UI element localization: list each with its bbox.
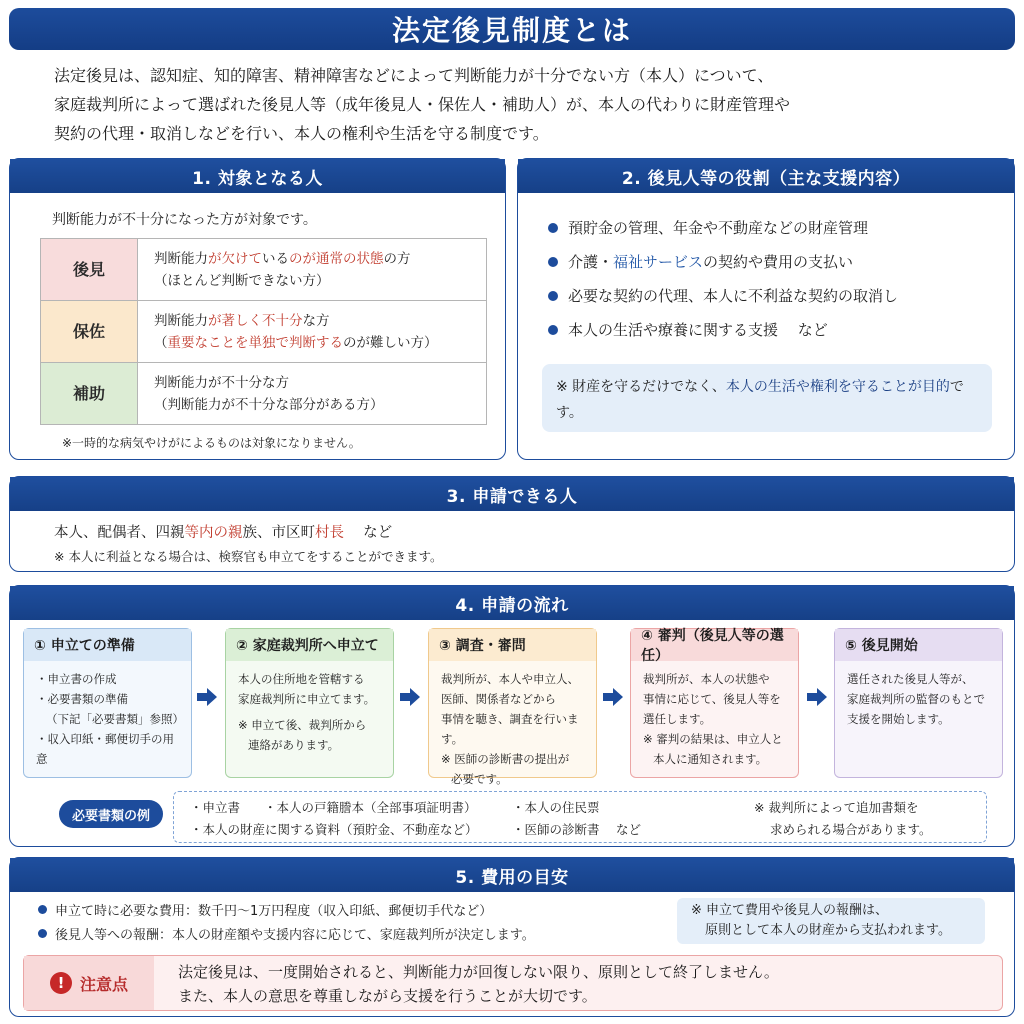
section-costs: [9, 857, 1015, 1017]
bullet-icon: [38, 929, 47, 938]
step-line: ※ 医師の診断書の提出が: [441, 752, 570, 766]
title-bar: [9, 8, 1015, 50]
step-line: 選任します。: [643, 712, 712, 726]
page-title: 法定後見制度とは: [391, 14, 632, 47]
text-segment: 本人の生活や療養に関する支援 など: [568, 321, 828, 339]
doc-item: ・医師の診断書 など: [512, 822, 641, 837]
arrow-right-icon: [602, 686, 624, 708]
step-title: ④ 審判（後見人等の選任）: [631, 629, 798, 661]
step-line: 家庭裁判所に申立てます。: [238, 692, 376, 706]
step-line: 本人の住所地を管轄する: [238, 672, 365, 686]
section-lead: 判断能力が不十分になった方が対象です。: [52, 212, 317, 228]
flow-step-preparation: [23, 628, 192, 778]
list-item: [548, 279, 898, 313]
intro-line: 法定後見は、認知症、知的障害、精神障害などによって判断能力が十分でない方（本人）について、: [54, 66, 774, 85]
text-segment: 本人の生活や権利を守ることが目的: [725, 379, 950, 395]
bullet-icon: [548, 325, 558, 335]
step-body: [24, 661, 191, 769]
step-line: 裁判所が、本人や申立人、: [441, 672, 579, 686]
applicant-note: ※ 本人に利益となる場合は、検察官も申立てをすることができます。: [54, 549, 443, 564]
doc-item: ・本人の住民票: [512, 800, 600, 815]
step-line: ※ 審判の結果は、申立人と: [643, 732, 783, 746]
step-title: ② 家庭裁判所へ申立て: [226, 629, 393, 661]
desc-line: [154, 248, 486, 270]
type-description: [138, 363, 487, 425]
arrow-right-icon: [806, 686, 828, 708]
intro-line: 契約の代理・取消しなどを行い、本人の権利や生活を守る制度です。: [54, 124, 549, 143]
step-line: 事情を聴き、調査を行います。: [441, 712, 579, 746]
step-body: [429, 661, 596, 789]
text-segment: 等内の親: [184, 525, 243, 541]
section-application-flow: [9, 585, 1015, 847]
flow-step-investigation: [428, 628, 597, 786]
bullet-icon: [548, 223, 558, 233]
text-segment: な方: [302, 312, 330, 329]
table-row: [41, 301, 487, 363]
text-segment: 介護・: [568, 253, 614, 271]
type-label: 保佐: [41, 301, 138, 363]
flow-step-start: [834, 628, 1003, 778]
table-row: [41, 239, 487, 301]
step-line: 必要です。: [451, 772, 508, 786]
step-line: 連絡があります。: [248, 738, 340, 752]
text-segment: いる: [262, 250, 289, 267]
text-segment: （判断能力が不十分な部分がある方）: [154, 396, 384, 413]
step-line: 裁判所が、本人の状態や: [643, 672, 770, 686]
text-segment: 村長: [315, 525, 344, 541]
text-segment: の契約や費用の支払い: [703, 253, 854, 271]
step-body: [835, 661, 1002, 729]
section-heading: 4. 申請の流れ: [10, 586, 1014, 620]
section-heading: 5. 費用の目安: [10, 858, 1014, 892]
desc-line: [154, 270, 486, 292]
text-segment: のが難しい方）: [343, 334, 438, 351]
list-item: [548, 313, 898, 347]
role-list: [548, 211, 898, 347]
flow-step-ruling: [630, 628, 799, 778]
step-title: ① 申立ての準備: [24, 629, 191, 661]
list-item: [548, 245, 898, 279]
text-segment: （ほとんど判断できない方）: [154, 272, 330, 289]
doc-note: ※ 裁判所によって追加書類を: [754, 800, 919, 815]
caution-box: [23, 955, 1003, 1011]
table-row: [41, 363, 487, 425]
type-description: [138, 239, 487, 301]
doc-item: ・本人の戸籍謄本（全部事項証明書）: [264, 800, 477, 815]
type-label: 後見: [41, 239, 138, 301]
section-target-persons: [9, 158, 506, 460]
text-segment: 福祉サービス: [613, 253, 704, 271]
desc-line: [154, 332, 486, 354]
cost-item: 後見人等への報酬：本人の財産額や支援内容に応じて、家庭裁判所が決定します。: [38, 924, 535, 943]
section-applicants: [9, 476, 1015, 572]
cost-note: ※ 申立て費用や後見人の報酬は、 原則として本人の財産から支払われます。: [677, 898, 985, 944]
text-segment: ※ 財産を守るだけでなく、: [556, 379, 726, 395]
section-note: ※一時的な病気やけがによるものは対象になりません。: [62, 436, 361, 450]
text-segment: です。: [556, 379, 964, 421]
doc-item: ・本人の財産に関する資料（預貯金、不動産など）: [190, 822, 478, 837]
step-line: ※ 申立て後、裁判所から: [238, 718, 367, 732]
step-line: ・申立書の作成: [36, 672, 117, 686]
type-label: 補助: [41, 363, 138, 425]
step-line: ・収入印紙・郵便切手の用意: [36, 732, 174, 766]
text-segment: 必要な契約の代理、本人に不利益な契約の取消し: [568, 287, 899, 305]
step-line: 選任された後見人等が、: [847, 672, 974, 686]
bullet-icon: [548, 291, 558, 301]
caution-label: ! 注意点: [24, 956, 154, 1010]
desc-line: [154, 372, 486, 394]
type-table: [40, 238, 487, 425]
text-segment: 判断能力: [154, 250, 208, 267]
bullet-icon: [548, 257, 558, 267]
required-docs-badge: 必要書類の例: [59, 800, 163, 828]
desc-line: [154, 310, 486, 332]
step-line: 本人に通知されます。: [653, 752, 768, 766]
text-segment: の方: [383, 250, 411, 267]
flow-step-filing: [225, 628, 394, 778]
step-line: 医師、関係者などから: [441, 692, 556, 706]
step-line: （下記「必要書類」参照）: [46, 712, 184, 726]
section-heading: 2. 後見人等の役割（主な支援内容）: [518, 159, 1014, 193]
intro-line: 家庭裁判所によって選ばれた後見人等（成年後見人・保佐人・補助人）が、本人の代わりに財産管理や: [54, 95, 791, 114]
required-docs-list: [173, 791, 987, 843]
step-title: ⑤ 後見開始: [835, 629, 1002, 661]
step-line: 事情に応じて、後見人等を: [643, 692, 781, 706]
arrow-right-icon: [399, 686, 421, 708]
text-segment: 判断能力が不十分な方: [154, 374, 289, 391]
role-note: [542, 364, 992, 432]
text-segment: 預貯金の管理、年金や不動産などの財産管理: [568, 219, 869, 237]
text-segment: が著しく不十分: [208, 312, 303, 329]
bullet-icon: [38, 905, 47, 914]
doc-item: ・申立書: [190, 800, 241, 815]
section-guardian-roles: [517, 158, 1015, 460]
applicant-list: [54, 521, 392, 542]
cost-item: 申立て時に必要な費用：数千円〜1万円程度（収入印紙、郵便切手代など）: [38, 900, 492, 919]
text-segment: が欠けて: [208, 250, 262, 267]
text-segment: 通常の状態: [316, 250, 384, 267]
text-segment: 重要なことを単独で判断する: [167, 334, 343, 351]
arrow-right-icon: [196, 686, 218, 708]
type-description: [138, 301, 487, 363]
exclamation-icon: !: [50, 972, 72, 994]
step-line: 家庭裁判所の監督のもとで: [847, 692, 985, 706]
step-body: [226, 661, 393, 755]
text-segment: 判断能力: [154, 312, 208, 329]
section-heading: 3. 申請できる人: [10, 477, 1014, 511]
text-segment: 族、市区町: [242, 525, 315, 541]
text-segment: （: [154, 334, 168, 351]
section-heading: 1. 対象となる人: [10, 159, 505, 193]
doc-note: 求められる場合があります。: [770, 822, 932, 837]
text-segment: など: [344, 525, 393, 541]
step-line: 支援を開始します。: [847, 712, 950, 726]
desc-line: [154, 394, 486, 416]
step-title: ③ 調査・審問: [429, 629, 596, 661]
intro-text: [54, 61, 994, 148]
text-segment: のが: [289, 250, 316, 267]
caution-text: 法定後見は、一度開始されると、判断能力が回復しない限り、原則として終了しません。 また、本人の意思を尊重しながら支援を行うことが大切です。: [178, 963, 779, 1005]
step-line: ・必要書類の準備: [36, 692, 128, 706]
list-item: [548, 211, 898, 245]
step-body: [631, 661, 798, 769]
text-segment: 本人、配偶者、四親: [54, 525, 185, 541]
